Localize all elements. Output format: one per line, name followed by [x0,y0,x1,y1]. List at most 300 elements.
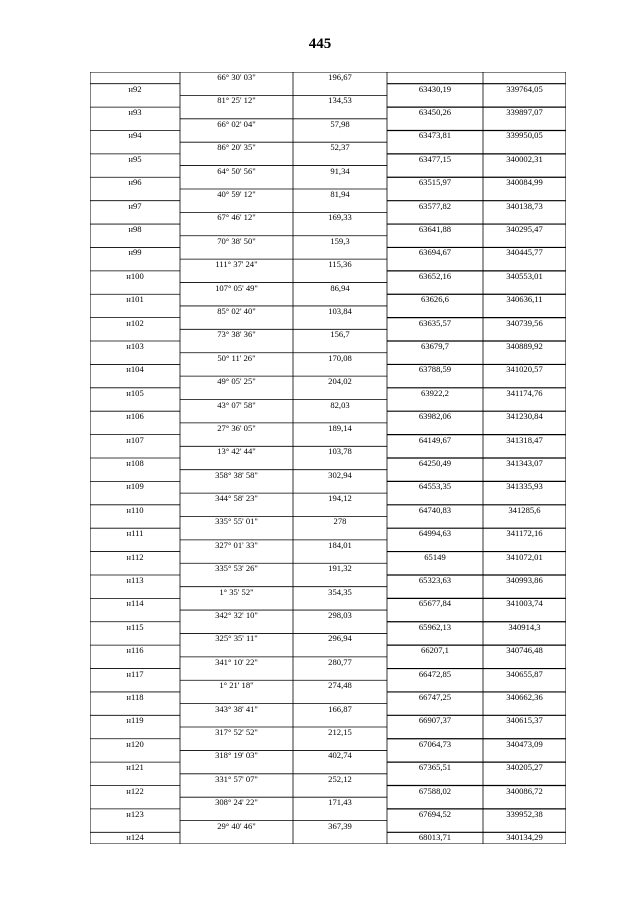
length-cell: 298,03 [328,610,352,621]
x-coordinate-cell: 64250,49 [418,458,452,468]
table-row [90,247,566,259]
point-number-cell [90,797,180,809]
length-cell: 302,94 [328,469,352,480]
direction-angle-cell: 86° 20' 35" [217,142,256,153]
length-cell: 274,48 [328,680,352,691]
y-coordinate-cell: 341335,93 [506,481,543,492]
y-coordinate-cell: 340295,47 [506,224,543,235]
y-coordinate-cell: 339764,05 [506,83,543,94]
direction-angle-cell [180,832,293,844]
direction-angle-cell [180,575,293,587]
table-row [90,259,566,271]
direction-angle-cell [180,762,293,774]
x-coordinate-cell [387,540,483,552]
direction-angle-cell: 1° 35' 52" [219,586,254,597]
direction-angle-cell: 64° 50' 56" [217,165,256,176]
y-coordinate-cell [483,540,566,552]
table-row [90,446,566,458]
length-cell: 82,03 [330,399,350,410]
table-row [90,154,566,166]
coordinates-table [90,72,566,844]
y-coordinate-cell: 341318,47 [506,434,543,445]
length-cell [293,130,387,142]
length-cell [293,154,387,166]
point-number-cell [90,212,180,224]
length-cell: 278 [333,516,347,527]
x-coordinate-cell: 66207,1 [421,645,449,656]
point-number-cell: н121 [126,762,144,773]
x-coordinate-cell [387,212,483,224]
direction-angle-cell [180,84,293,96]
x-coordinate-cell: 63982,06 [418,411,452,422]
y-coordinate-cell [483,750,566,762]
point-number-cell [90,306,180,318]
direction-angle-cell: 344° 58' 23" [215,493,258,504]
x-coordinate-cell: 67365,51 [418,762,452,773]
point-number-cell [90,750,180,762]
point-number-cell [90,563,180,575]
length-cell [293,598,387,610]
length-cell [293,224,387,236]
x-coordinate-cell: 63694,67 [418,247,452,258]
y-coordinate-cell [483,680,566,692]
y-coordinate-cell [483,353,566,365]
point-number-cell [90,72,180,84]
direction-angle-cell [180,786,293,798]
table-row [90,575,566,587]
y-coordinate-cell: 340473,09 [506,738,543,749]
direction-angle-cell: 13° 42' 44" [217,446,256,457]
point-number-cell: н112 [126,551,144,562]
length-cell: 86,94 [330,282,350,293]
table-row [90,306,566,318]
direction-angle-cell: 81° 25' 12" [217,95,256,106]
table-row [90,364,566,376]
direction-angle-cell [180,341,293,353]
table-row [90,669,566,681]
length-cell [293,692,387,704]
point-number-cell [90,657,180,669]
y-coordinate-cell [483,189,566,201]
direction-angle-cell [180,692,293,704]
length-cell: 52,37 [330,142,350,153]
length-cell: 204,02 [328,376,352,387]
y-coordinate-cell [483,727,566,739]
point-number-cell: н113 [126,574,144,585]
x-coordinate-cell: 64740,83 [418,504,452,515]
table-row [90,809,566,821]
length-cell: 296,94 [328,633,352,644]
table-row [90,119,566,131]
point-number-cell: н104 [126,364,144,375]
direction-angle-cell: 43° 07' 58" [217,399,256,410]
table-row [90,680,566,692]
length-cell: 166,87 [328,703,352,714]
table-row [90,704,566,716]
y-coordinate-cell [483,142,566,154]
length-cell [293,318,387,330]
point-number-cell [90,353,180,365]
page-number: 445 [308,36,332,52]
y-coordinate-cell [483,516,566,528]
x-coordinate-cell [387,376,483,388]
y-coordinate-cell [483,821,566,833]
x-coordinate-cell: 64149,67 [418,434,452,445]
direction-angle-cell: 341° 10' 22" [215,656,258,667]
direction-angle-cell [180,622,293,634]
table-row [90,458,566,470]
y-coordinate-cell: 341174,76 [506,387,543,398]
x-coordinate-cell [387,166,483,178]
x-coordinate-cell [387,400,483,412]
table-row [90,470,566,482]
x-coordinate-cell: 63515,97 [418,177,452,188]
table-row [90,715,566,727]
x-coordinate-cell [387,446,483,458]
direction-angle-cell [180,411,293,423]
y-coordinate-cell: 341072,01 [506,551,543,562]
direction-angle-cell: 331° 57' 07" [215,773,258,784]
table-row [90,540,566,552]
length-cell: 189,14 [328,422,352,433]
table-row [90,563,566,575]
point-number-cell [90,259,180,271]
point-number-cell [90,704,180,716]
point-number-cell: н107 [126,434,144,445]
direction-angle-cell [180,247,293,259]
x-coordinate-cell [387,821,483,833]
x-coordinate-cell [387,283,483,295]
point-number-cell: н119 [126,715,144,726]
table-row [90,552,566,564]
x-coordinate-cell [387,797,483,809]
point-number-cell: н103 [126,341,144,352]
length-cell: 115,36 [328,259,352,270]
table-row [90,750,566,762]
table-row [90,107,566,119]
length-cell [293,715,387,727]
x-coordinate-cell [387,750,483,762]
direction-angle-cell [180,224,293,236]
table-row [90,411,566,423]
x-coordinate-cell: 63635,57 [418,317,452,328]
point-number-cell: н93 [128,107,142,118]
table-row [90,774,566,786]
point-number-cell [90,610,180,622]
point-number-cell [90,166,180,178]
y-coordinate-cell: 340445,77 [506,247,543,258]
point-number-cell: н111 [126,528,144,539]
x-coordinate-cell: 63477,15 [418,153,452,164]
y-coordinate-cell: 340134,29 [506,832,543,843]
table-row [90,645,566,657]
length-cell: 91,34 [330,165,350,176]
point-number-cell: н106 [126,411,144,422]
direction-angle-cell [180,177,293,189]
point-number-cell [90,423,180,435]
point-number-cell [90,142,180,154]
length-cell [293,645,387,657]
length-cell: 81,94 [330,188,350,199]
table-row [90,832,566,844]
point-number-cell: н97 [128,200,142,211]
point-number-cell [90,540,180,552]
direction-angle-cell: 343° 38' 41" [215,703,258,714]
y-coordinate-cell: 340615,37 [506,715,543,726]
point-number-cell: н120 [126,738,144,749]
point-number-cell: н94 [128,130,142,141]
direction-angle-cell [180,809,293,821]
x-coordinate-cell [387,189,483,201]
x-coordinate-cell [387,516,483,528]
length-cell [293,552,387,564]
x-coordinate-cell: 67588,02 [418,785,452,796]
y-coordinate-cell: 341230,84 [506,411,543,422]
direction-angle-cell: 66° 02' 04" [217,118,256,129]
x-coordinate-cell: 63473,81 [418,130,452,141]
length-cell: 171,43 [328,797,352,808]
point-number-cell: н99 [128,247,142,258]
direction-angle-cell [180,505,293,517]
direction-angle-cell [180,271,293,283]
y-coordinate-cell [483,166,566,178]
point-number-cell: н116 [126,645,144,656]
direction-angle-cell: 325° 35' 11" [215,633,258,644]
table-row [90,329,566,341]
x-coordinate-cell [387,587,483,599]
direction-angle-cell: 335° 53' 26" [215,563,258,574]
length-cell [293,458,387,470]
length-cell [293,739,387,751]
direction-angle-cell [180,715,293,727]
direction-angle-cell: 50° 11' 26" [217,352,256,363]
table-row [90,505,566,517]
table-row [90,271,566,283]
table-row [90,598,566,610]
table-row [90,130,566,142]
x-coordinate-cell: 63577,82 [418,200,452,211]
length-cell: 159,3 [330,235,350,246]
length-cell: 103,78 [328,446,352,457]
x-coordinate-cell: 63922,2 [421,387,449,398]
direction-angle-cell: 318° 19' 03" [215,750,258,761]
direction-angle-cell [180,107,293,119]
y-coordinate-cell [483,446,566,458]
length-cell: 103,84 [328,305,352,316]
length-cell [293,247,387,259]
x-coordinate-cell [387,142,483,154]
point-number-cell: н110 [126,504,144,515]
table-row [90,212,566,224]
point-number-cell [90,680,180,692]
point-number-cell: н114 [126,598,144,609]
y-coordinate-cell: 341020,57 [506,364,543,375]
y-coordinate-cell: 341172,16 [506,528,543,539]
length-cell [293,622,387,634]
point-number-cell: н118 [126,691,144,702]
direction-angle-cell [180,739,293,751]
x-coordinate-cell: 65962,13 [418,621,452,632]
length-cell: 170,08 [328,352,352,363]
length-cell [293,341,387,353]
y-coordinate-cell: 340138,73 [506,200,543,211]
point-number-cell: н96 [128,177,142,188]
point-number-cell: н92 [128,83,142,94]
point-number-cell [90,400,180,412]
length-cell [293,107,387,119]
point-number-cell [90,727,180,739]
length-cell: 212,15 [328,727,352,738]
direction-angle-cell [180,364,293,376]
direction-angle-cell: 29° 40' 46" [217,820,256,831]
y-coordinate-cell: 340084,99 [506,177,543,188]
length-cell: 134,53 [328,95,352,106]
point-number-cell [90,236,180,248]
x-coordinate-cell [387,329,483,341]
length-cell [293,505,387,517]
point-number-cell [90,587,180,599]
table-row [90,283,566,295]
y-coordinate-cell: 339950,05 [506,130,543,141]
direction-angle-cell: 1° 21' 18" [219,680,254,691]
table-row [90,516,566,528]
point-number-cell [90,446,180,458]
direction-angle-cell [180,388,293,400]
table-row [90,353,566,365]
x-coordinate-cell [387,493,483,505]
table-row [90,727,566,739]
x-coordinate-cell: 64553,35 [418,481,452,492]
point-number-cell: н115 [126,621,144,632]
x-coordinate-cell [387,727,483,739]
y-coordinate-cell [483,95,566,107]
length-cell [293,388,387,400]
direction-angle-cell [180,598,293,610]
length-cell: 367,39 [328,820,352,831]
length-cell [293,201,387,213]
y-coordinate-cell: 340993,86 [506,574,543,585]
table-row [90,423,566,435]
point-number-cell [90,189,180,201]
y-coordinate-cell: 340205,27 [506,762,543,773]
x-coordinate-cell [387,657,483,669]
point-number-cell: н95 [128,153,142,164]
y-coordinate-cell: 340636,11 [506,294,543,305]
x-coordinate-cell: 64994,63 [418,528,452,539]
table-row [90,177,566,189]
x-coordinate-cell [387,563,483,575]
table-row [90,692,566,704]
x-coordinate-cell [387,236,483,248]
point-number-cell [90,493,180,505]
y-coordinate-cell: 340655,87 [506,668,543,679]
x-coordinate-cell [387,610,483,622]
y-coordinate-cell: 340746,48 [506,645,543,656]
table-row [90,633,566,645]
y-coordinate-cell: 341285,6 [508,504,541,515]
x-coordinate-cell [387,633,483,645]
x-coordinate-cell: 66472,85 [418,668,452,679]
table-row [90,821,566,833]
x-coordinate-cell [387,423,483,435]
y-coordinate-cell [483,797,566,809]
direction-angle-cell [180,318,293,330]
point-number-cell: н100 [126,270,144,281]
length-cell [293,294,387,306]
length-cell [293,832,387,844]
x-coordinate-cell: 63626,6 [421,294,449,305]
table-row [90,224,566,236]
y-coordinate-cell: 339952,38 [506,808,543,819]
length-cell: 184,01 [328,539,352,550]
y-coordinate-cell: 341343,07 [506,458,543,468]
table-row [90,72,566,84]
direction-angle-cell [180,669,293,681]
direction-angle-cell: 327° 01' 33" [215,539,258,550]
x-coordinate-cell [387,470,483,482]
y-coordinate-cell [483,259,566,271]
x-coordinate-cell: 63679,7 [421,341,449,352]
point-number-cell [90,633,180,645]
x-coordinate-cell: 65677,84 [418,598,452,609]
y-coordinate-cell: 341003,74 [506,598,543,609]
y-coordinate-cell [483,633,566,645]
length-cell [293,435,387,447]
x-coordinate-cell: 65323,63 [418,574,452,585]
length-cell [293,762,387,774]
table-row [90,797,566,809]
x-coordinate-cell [387,72,483,84]
y-coordinate-cell [483,774,566,786]
length-cell: 280,77 [328,656,352,667]
point-number-cell: н124 [126,832,144,843]
direction-angle-cell: 107° 05' 49" [215,282,258,293]
point-number-cell: н108 [126,458,144,468]
table-row [90,189,566,201]
table-row [90,528,566,540]
x-coordinate-cell [387,259,483,271]
point-number-cell: н98 [128,224,142,235]
point-number-cell [90,774,180,786]
direction-angle-cell: 342° 32' 10" [215,610,258,621]
direction-angle-cell: 317° 52' 52" [215,727,258,738]
direction-angle-cell [180,552,293,564]
point-number-cell [90,119,180,131]
y-coordinate-cell [483,657,566,669]
point-number-cell [90,516,180,528]
table-row [90,95,566,107]
x-coordinate-cell [387,306,483,318]
direction-angle-cell: 358° 38' 58" [215,469,258,480]
table-row [90,318,566,330]
length-cell [293,84,387,96]
table-row [90,435,566,447]
length-cell [293,786,387,798]
table-row [90,622,566,634]
x-coordinate-cell [387,704,483,716]
table-row [90,610,566,622]
length-cell: 194,12 [328,493,352,504]
y-coordinate-cell [483,119,566,131]
direction-angle-cell: 111° 37' 24" [215,259,258,270]
point-number-cell [90,821,180,833]
table-row [90,786,566,798]
point-number-cell: н102 [126,317,144,328]
x-coordinate-cell [387,353,483,365]
y-coordinate-cell [483,563,566,575]
direction-angle-cell: 66° 30' 03" [217,72,256,82]
length-cell: 57,98 [330,118,350,129]
